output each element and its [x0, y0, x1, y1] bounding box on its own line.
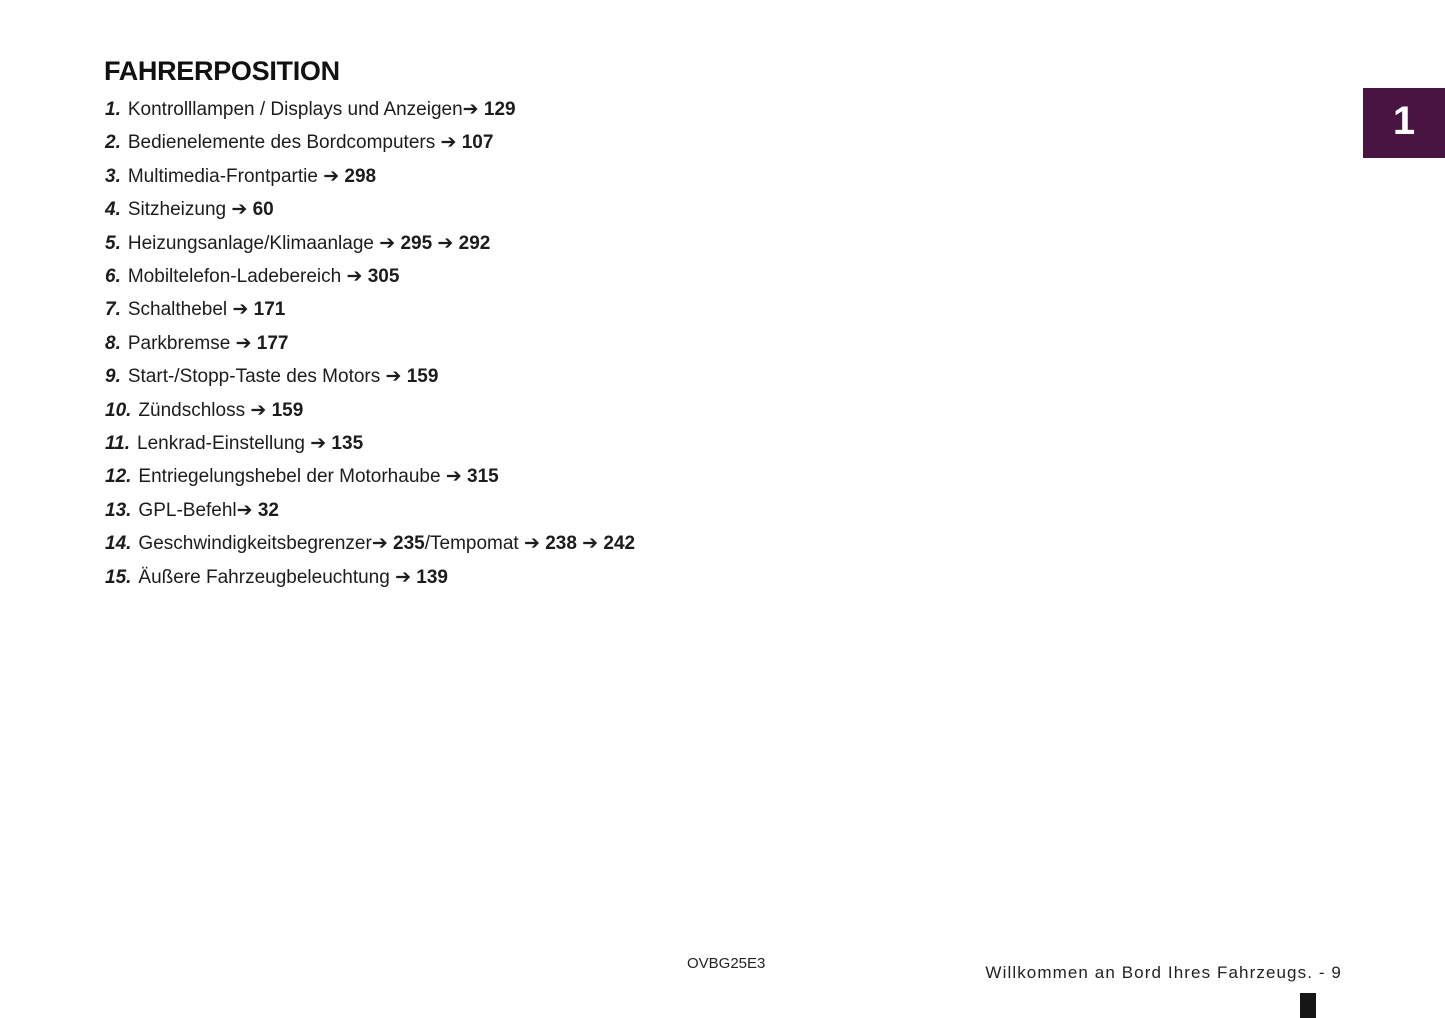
toc-item: [105, 160, 1005, 193]
toc-item-number: 3.: [105, 165, 121, 187]
toc-item-label: Multimedia-Frontpartie: [127, 165, 324, 187]
page-reference: ➔ 107: [440, 132, 494, 154]
toc-item: [105, 494, 1005, 527]
toc-item-label: Bedienelemente des Bordcomputers: [127, 132, 441, 154]
toc-item-number: 8.: [105, 332, 121, 354]
toc-item: [105, 260, 1005, 293]
page-reference: ➔ 129: [462, 99, 516, 120]
section-tab-number: 1: [1392, 99, 1416, 143]
chapter-footer-text: Willkommen an Bord Ihres Fahrzeugs. - 9: [985, 963, 1342, 982]
toc-item: [105, 527, 1005, 560]
page-reference: ➔ 159: [250, 399, 304, 421]
toc-item: [105, 193, 1005, 226]
toc-item-label: Zündschloss: [138, 399, 251, 421]
page-reference: ➔ 177: [235, 332, 289, 354]
toc-item-number: 11.: [105, 433, 131, 455]
toc-item-label: Mobiltelefon-Ladebereich: [127, 266, 347, 288]
toc-item-label: Geschwindigkeitsbegrenzer: [138, 533, 372, 555]
toc-item-number: 6.: [105, 266, 121, 288]
toc-item-label: Sitzheizung: [127, 199, 232, 221]
toc-item: [105, 394, 1005, 427]
toc-item-number: 10.: [105, 399, 132, 421]
toc-item: [105, 227, 1005, 260]
toc-item: [105, 293, 1005, 326]
toc-item-label: Parkbremse: [127, 332, 236, 354]
toc-item-number: 14.: [105, 533, 132, 555]
toc-item-number: 12.: [105, 466, 132, 488]
page-reference: ➔ 171: [232, 299, 286, 321]
toc-item-number: 9.: [105, 366, 121, 388]
toc-item-number: 4.: [105, 199, 121, 221]
toc-item: [105, 327, 1005, 360]
toc-item-label: Start-/Stopp-Taste des Motors: [127, 366, 386, 388]
toc-item: [105, 460, 1005, 493]
toc-item-label: Schalthebel: [127, 299, 233, 321]
toc-item-label: Heizungsanlage/Klimaanlage: [127, 232, 380, 254]
page-reference: ➔ 60: [231, 199, 274, 221]
toc-item: [105, 427, 1005, 460]
page-reference: ➔ 315: [445, 466, 499, 488]
toc-item-label: Äußere Fahrzeugbeleuchtung: [138, 566, 396, 588]
toc-item-label: Lenkrad-Einstellung: [137, 433, 311, 455]
page-reference: ➔ 238 ➔ 242: [524, 533, 636, 555]
toc-item: [105, 93, 1005, 126]
page-reference: ➔ 159: [385, 366, 439, 388]
page-reference: ➔ 305: [346, 266, 400, 288]
page-reference: ➔ 295 ➔ 292: [379, 232, 491, 254]
toc-item-number: 5.: [105, 232, 121, 254]
toc-item-number: 2.: [105, 132, 121, 154]
document-code: OVBG25E3: [687, 955, 766, 972]
page-reference: ➔ 32: [236, 499, 279, 521]
section-tab: [1363, 88, 1445, 158]
page-reference: ➔ 235: [371, 533, 425, 555]
toc-item: [105, 360, 1005, 393]
driver-position-list: [105, 93, 1005, 594]
toc-item-number: 7.: [105, 299, 121, 321]
toc-item-label: Entriegelungshebel der Motorhaube: [138, 466, 446, 488]
page-reference: ➔ 139: [395, 566, 448, 588]
toc-item-number: 1.: [105, 99, 121, 120]
toc-item-label: Kontrolllampen / Displays und Anzeigen: [127, 99, 463, 120]
page-title: FAHRERPOSITION: [104, 56, 340, 87]
toc-item: [105, 126, 1005, 159]
toc-item: [105, 561, 1005, 594]
toc-item-label: GPL-Befehl: [138, 499, 237, 521]
toc-item-label: /Tempomat: [424, 533, 524, 555]
page-edge-mark: [1300, 993, 1316, 1018]
toc-item-number: 15.: [105, 566, 132, 588]
page-reference: ➔ 135: [310, 433, 364, 455]
page-reference: ➔ 298: [323, 165, 377, 187]
toc-item-number: 13.: [105, 499, 132, 521]
